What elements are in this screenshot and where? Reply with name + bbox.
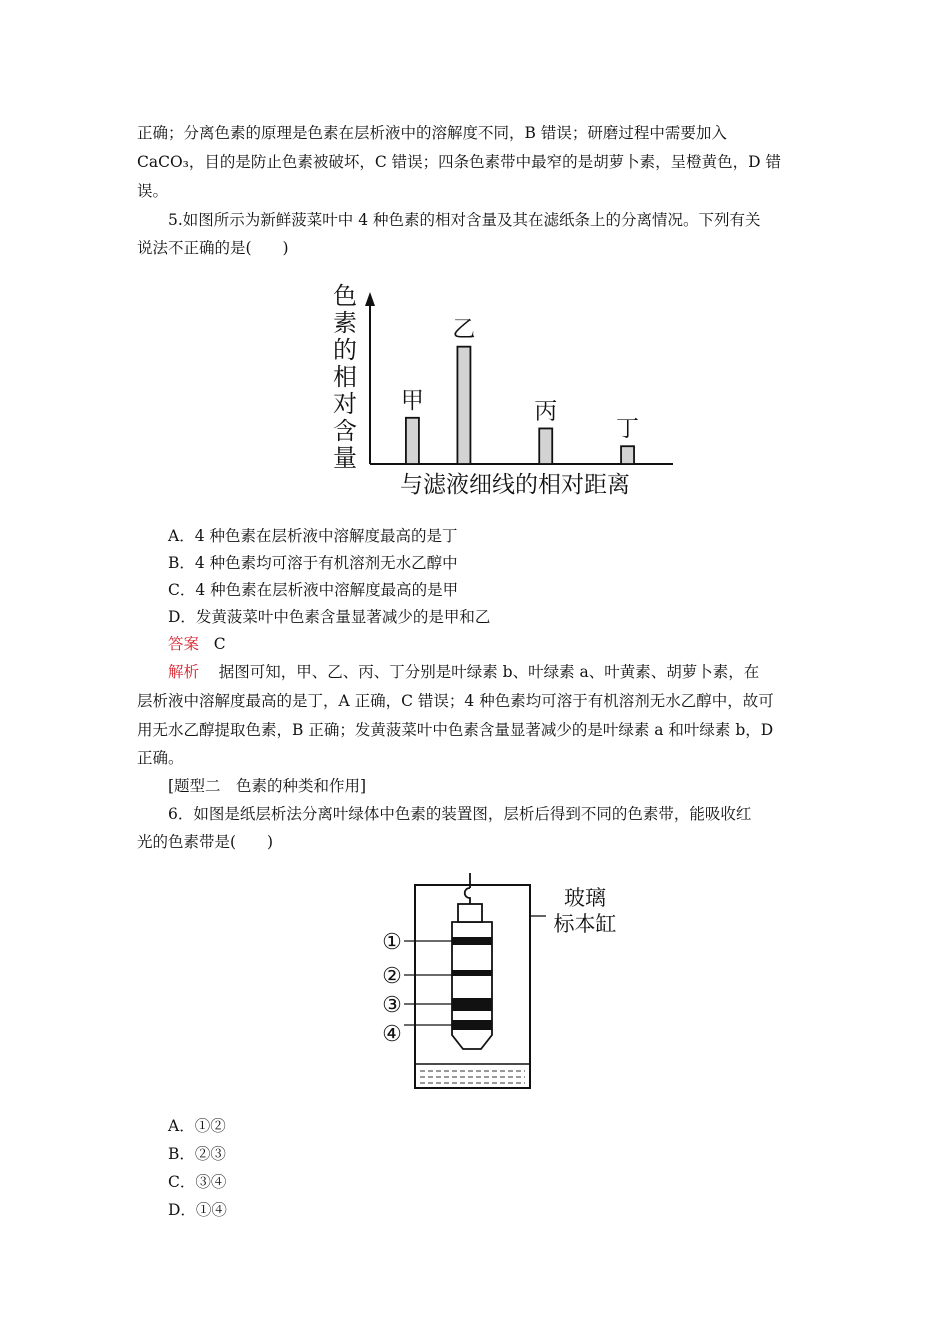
analysis-text: 据图可知，甲、乙、丙、丁分别是叶绿素 b、叶绿素 a、叶黄素、胡萝卜素，在: [218, 663, 760, 681]
pigment-band-4: [452, 1020, 492, 1030]
chromatography-apparatus-figure: [360, 858, 630, 1108]
analysis-text: 层析液中溶解度最高的是丁，A 正确，C 错误；4 种色素均可溶于有机溶剂无水乙醇中，故可: [137, 692, 774, 710]
question-6-stem: 6．如图是纸层析法分离叶绿体中色素的装置图，层析后得到不同的色素带，能吸收红: [168, 805, 752, 823]
analysis-text: 用无水乙醇提取色素，B 正确；发黄菠菜叶中色素含量显著减少的是叶绿素 a 和叶绿素 b，D: [137, 721, 774, 739]
text-line: 误。: [137, 182, 169, 200]
pigment-band-3: [452, 998, 492, 1011]
x-axis-label: 与滤液细线的相对距离: [400, 472, 630, 498]
band-label-4: ④: [382, 1022, 402, 1047]
bar-label: 甲: [400, 387, 424, 414]
bar-丁: [621, 446, 634, 464]
q6-option-c: C．③④: [168, 1173, 227, 1191]
q6-option-b: B．②③: [168, 1145, 226, 1163]
option-c: C．4 种色素在层析液中溶解度最高的是甲: [168, 581, 459, 599]
q6-option-d: D．①④: [168, 1201, 227, 1219]
pigment-content-chart: [305, 262, 685, 517]
solvent-liquid: [420, 1071, 525, 1083]
question-5-stem: 说法不正确的是( ): [137, 239, 289, 257]
section-heading: [题型二 色素的种类和作用]: [168, 777, 367, 795]
y-axis-label-char: 相: [333, 363, 357, 391]
tank-label-line-1: 玻璃: [564, 886, 606, 910]
y-axis-label-char: 量: [333, 444, 357, 472]
y-axis-label-char: 对: [333, 390, 357, 418]
question-6-stem: 光的色素带是( ): [137, 833, 274, 851]
y-axis-label-char: 的: [333, 336, 357, 364]
text-line: 正确；分离色素的原理是色素在层析液中的溶解度不同，B 错误；研磨过程中需要加入: [137, 124, 727, 142]
q6-option-a: A．①②: [168, 1117, 226, 1135]
band-label-2: ②: [382, 964, 402, 989]
y-axis-label-char: 色: [333, 282, 357, 310]
bar-label: 丙: [534, 398, 558, 425]
answer-value: C: [213, 635, 226, 653]
y-axis-label-char: 素: [333, 309, 357, 337]
pigment-band-1: [452, 937, 492, 945]
bar-label: 乙: [452, 316, 476, 343]
analysis-text: 正确。: [137, 749, 184, 767]
bar-甲: [406, 418, 419, 464]
text-line: CaCO₃，目的是防止色素被破坏，C 错误；四条色素带中最窄的是胡萝卜素，呈橙黄色，D 错: [137, 153, 782, 171]
y-axis-label-char: 含: [333, 417, 357, 445]
strip-top-clip: [458, 904, 482, 922]
bar-丙: [539, 428, 552, 464]
y-axis-label: [333, 282, 357, 472]
answer-label: 答案: [168, 635, 200, 653]
tank-label-line-2: 标本缸: [553, 912, 617, 936]
answer: [168, 634, 226, 654]
band-label-3: ③: [382, 993, 402, 1018]
hook-icon: [465, 888, 470, 904]
chart-svg: [305, 262, 685, 517]
option-d: D．发黄菠菜叶中色素含量显著减少的是甲和乙: [168, 608, 491, 626]
option-b: B．4 种色素均可溶于有机溶剂无水乙醇中: [168, 554, 458, 572]
bar-乙: [457, 347, 470, 464]
analysis-label: 解析: [168, 663, 200, 681]
option-a: A．4 种色素在层析液中溶解度最高的是丁: [168, 527, 458, 545]
bar-label: 丁: [616, 416, 640, 443]
question-5-stem: 5.如图所示为新鲜菠菜叶中 4 种色素的相对含量及其在滤纸条上的分离情况。下列有关: [168, 211, 761, 229]
apparatus-svg: [360, 858, 630, 1108]
band-label-1: ①: [382, 930, 402, 955]
analysis: [168, 662, 759, 682]
y-axis-arrow: [365, 292, 375, 306]
pigment-band-2: [452, 970, 492, 976]
